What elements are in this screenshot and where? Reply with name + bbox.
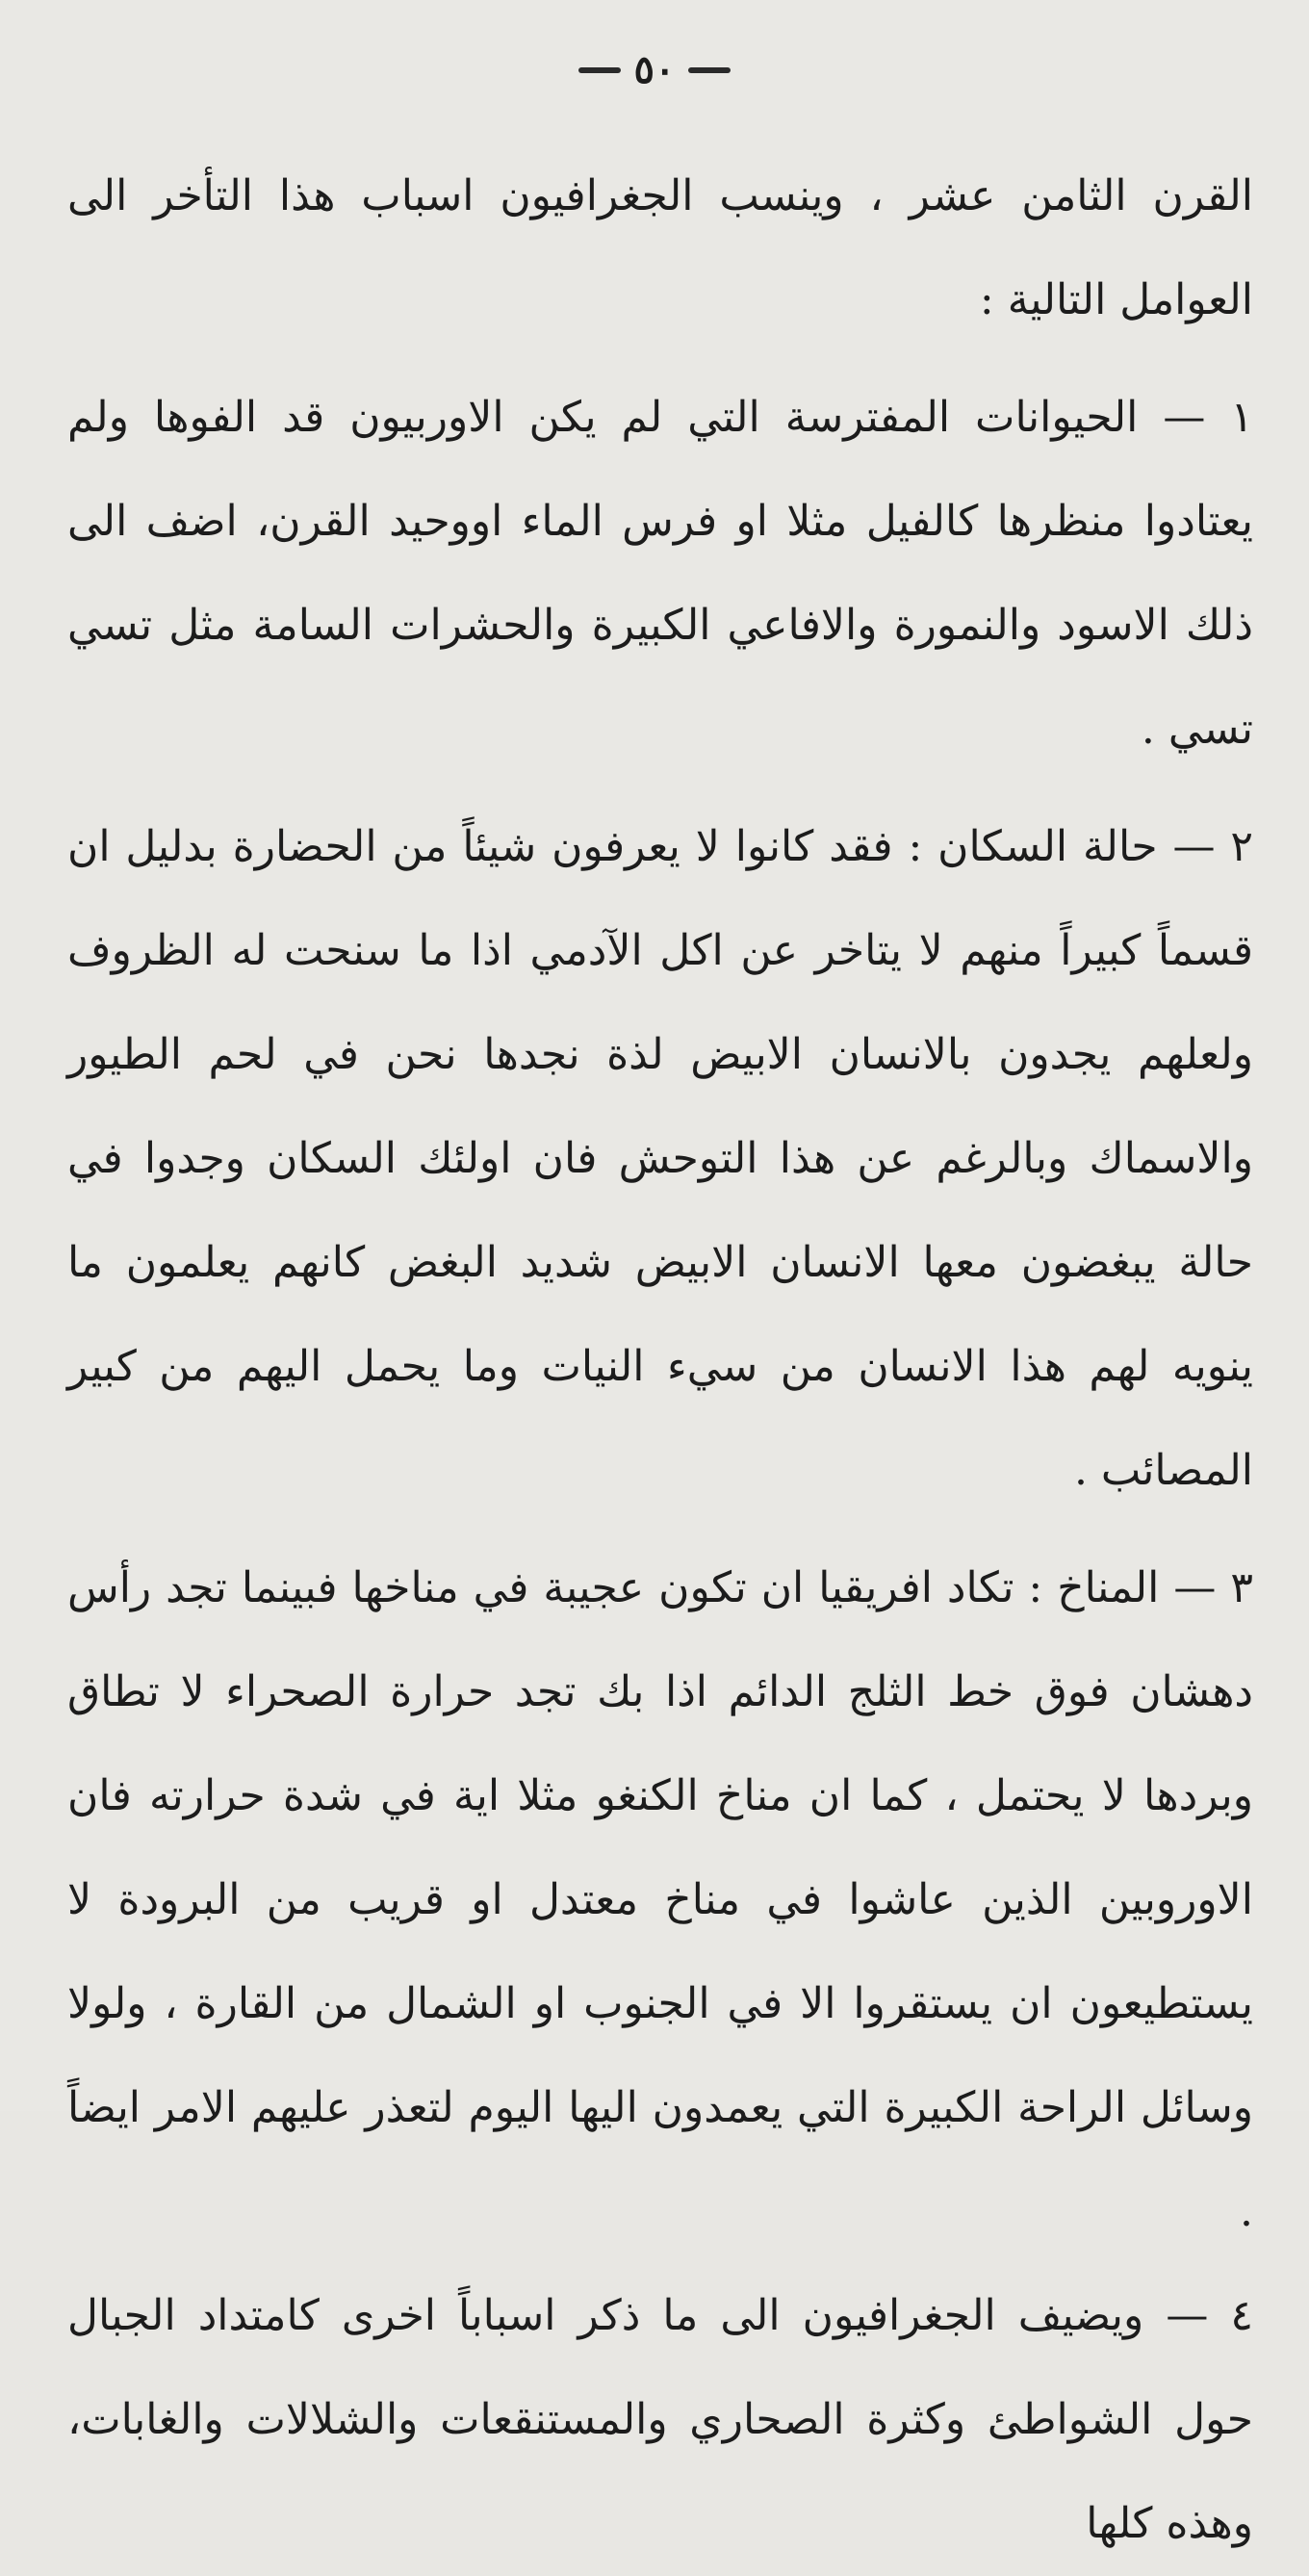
paragraph-text: المناخ : تكاد افريقيا ان تكون عجيبة في مناخها فبينما تجد رأس دهشان فوق خط الثلج الدائم اذا بك تجد حرارة الصحراء لا تطاق وبردها لا يحتمل ، كما ان مناخ الكنغو مثلا اية في شدة حرارته فان الاوروبين الذين عاشوا في مناخ معتدل او قريب من البرودة لا يستطيعون ان يستقروا الا في الجنوب او الشمال من القارة ، ولولا وسائل الراحة الكبيرة التي يعمدون اليها اليوم لتعذر عليهم الامر ايضاً . bbox=[67, 1563, 1254, 2236]
item-number: ٣ — bbox=[1173, 1563, 1253, 1612]
page-number: ٥٠ bbox=[633, 47, 676, 92]
paragraph-text: حالة السكان : فقد كانوا لا يعرفون شيئاً من الحضارة بدليل ان قسماً كبيراً منهم لا يتاخر عن اكل الآدمي اذا ما سنحت له الظروف ولعلهم يجدون بالانسان الابيض لذة نجدها نحن في لحم الطيور والاسماك وبالرغم عن هذا التوحش فان اولئك السكان وجدوا في حالة يبغضون معها الانسان الابيض شديد البغض كانهم يعلمون ما ينويه لهم هذا الانسان من سيء النيات وما يحمل اليهم من كبير المصائب . bbox=[67, 822, 1253, 1495]
list-item bbox=[67, 366, 1253, 782]
intro-paragraph bbox=[67, 144, 1253, 352]
item-number: ٤ — bbox=[1166, 2291, 1253, 2340]
item-number: ٢ — bbox=[1172, 822, 1253, 871]
list-item bbox=[67, 795, 1253, 1523]
list-item bbox=[67, 1536, 1253, 2264]
paragraph-text: الحيوانات المفترسة التي لم يكن الاوربيون قد الفوها ولم يعتادوا منظرها كالفيل مثلا او فرس الماء اووحيد القرن، اضف الى ذلك الاسود والنمورة والافاعي الكبيرة والحشرات السامة مثل تسي تسي . bbox=[67, 393, 1253, 754]
header-dash-right bbox=[688, 67, 731, 73]
paragraph-text: القرن الثامن عشر ، وينسب الجغرافيون اسباب هذا التأخر الى العوامل التالية : bbox=[67, 171, 1253, 324]
paragraph-text: ويضيف الجغرافيون الى ما ذكر اسباباً اخرى كامتداد الجبال حول الشواطئ وكثرة الصحاري والمستنقعات والشلالات والغابات، وهذه كلها bbox=[67, 2291, 1253, 2548]
page-header bbox=[0, 46, 1309, 94]
list-item bbox=[67, 2264, 1253, 2576]
item-number: ١ — bbox=[1163, 393, 1253, 442]
header-dash-left bbox=[578, 67, 621, 73]
page-body bbox=[67, 144, 1253, 2576]
